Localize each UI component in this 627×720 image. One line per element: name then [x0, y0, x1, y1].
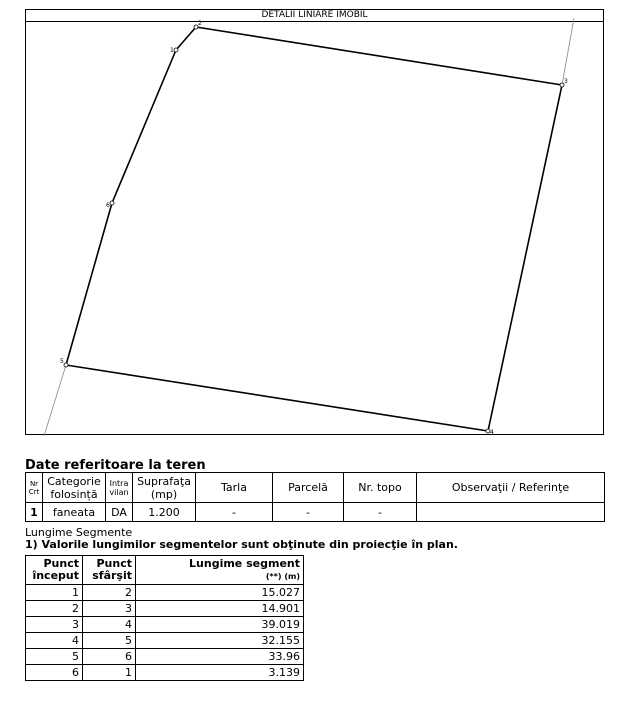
cell-categorie: faneata	[43, 503, 106, 522]
cell-tarla: -	[196, 503, 273, 522]
header-nr-topo: Nr. topo	[344, 473, 417, 503]
teren-table	[25, 472, 605, 522]
header-categorie: Categorie folosință	[43, 473, 106, 503]
vertex-marker	[110, 201, 114, 205]
header-punct-sfarsit: Punct sfârşit	[83, 556, 136, 585]
vertex-marker	[174, 48, 178, 52]
plan-drawing	[26, 10, 605, 436]
cell-length: 33.96	[136, 649, 304, 665]
header-parcela: Parcelă	[273, 473, 344, 503]
header-nr-crt: Nr Crt	[26, 473, 43, 503]
table-header-row	[26, 473, 605, 503]
plan-panel	[25, 9, 604, 435]
segmente-title: Lungime Segmente	[25, 526, 133, 539]
cell-start: 6	[26, 665, 83, 681]
point-label: 2	[198, 20, 202, 27]
table-row	[26, 617, 304, 633]
cell-observatii	[417, 503, 605, 522]
table-row	[26, 601, 304, 617]
cell-suprafata: 1.200	[133, 503, 196, 522]
segmente-table	[25, 555, 304, 681]
cell-nr-topo: -	[344, 503, 417, 522]
table-row	[26, 665, 304, 681]
cell-parcela: -	[273, 503, 344, 522]
header-intravilan: Intra vilan	[106, 473, 133, 503]
cell-start: 1	[26, 585, 83, 601]
header-suprafata: Suprafaţa (mp)	[133, 473, 196, 503]
header-lungime	[136, 556, 304, 585]
cell-end: 2	[83, 585, 136, 601]
plan-title: DETALII LINIARE IMOBIL	[26, 10, 603, 22]
teren-title: Date referitoare la teren	[25, 458, 206, 473]
cell-length: 14.901	[136, 601, 304, 617]
cell-length: 32.155	[136, 633, 304, 649]
table-row	[26, 585, 304, 601]
lungime-label: Lungime segment	[189, 556, 300, 570]
point-label: 3	[564, 78, 568, 85]
header-observatii: Observaţii / Referinţe	[417, 473, 605, 503]
lungime-unit: (**) (m)	[265, 571, 300, 581]
segmente-note: 1) Valorile lungimilor segmentelor sunt obţinute din proiecţie în plan.	[25, 538, 458, 551]
cell-end: 5	[83, 633, 136, 649]
cell-start: 5	[26, 649, 83, 665]
segmente-body	[26, 585, 304, 681]
cell-start: 4	[26, 633, 83, 649]
cell-length: 3.139	[136, 665, 304, 681]
table-row	[26, 649, 304, 665]
cell-end: 6	[83, 649, 136, 665]
parcel-boundary	[66, 27, 562, 431]
cell-end: 1	[83, 665, 136, 681]
cell-end: 3	[83, 601, 136, 617]
table-row	[26, 503, 605, 522]
header-punct-inceput: Punct început	[26, 556, 83, 585]
point-label: 1	[170, 47, 174, 54]
cell-nr-crt: 1	[26, 503, 43, 522]
cell-end: 4	[83, 617, 136, 633]
table-row	[26, 633, 304, 649]
neighbor-line	[562, 18, 574, 85]
cell-intravilan: DA	[106, 503, 133, 522]
cell-length: 15.027	[136, 585, 304, 601]
cell-start: 2	[26, 601, 83, 617]
header-tarla: Tarla	[196, 473, 273, 503]
cell-length: 39.019	[136, 617, 304, 633]
point-label: 6	[106, 202, 110, 209]
cell-start: 3	[26, 617, 83, 633]
vertex-marker	[64, 363, 68, 367]
point-label: 4	[490, 429, 494, 436]
point-label: 5	[60, 358, 64, 365]
table-header-row	[26, 556, 304, 585]
neighbor-line	[44, 365, 66, 436]
